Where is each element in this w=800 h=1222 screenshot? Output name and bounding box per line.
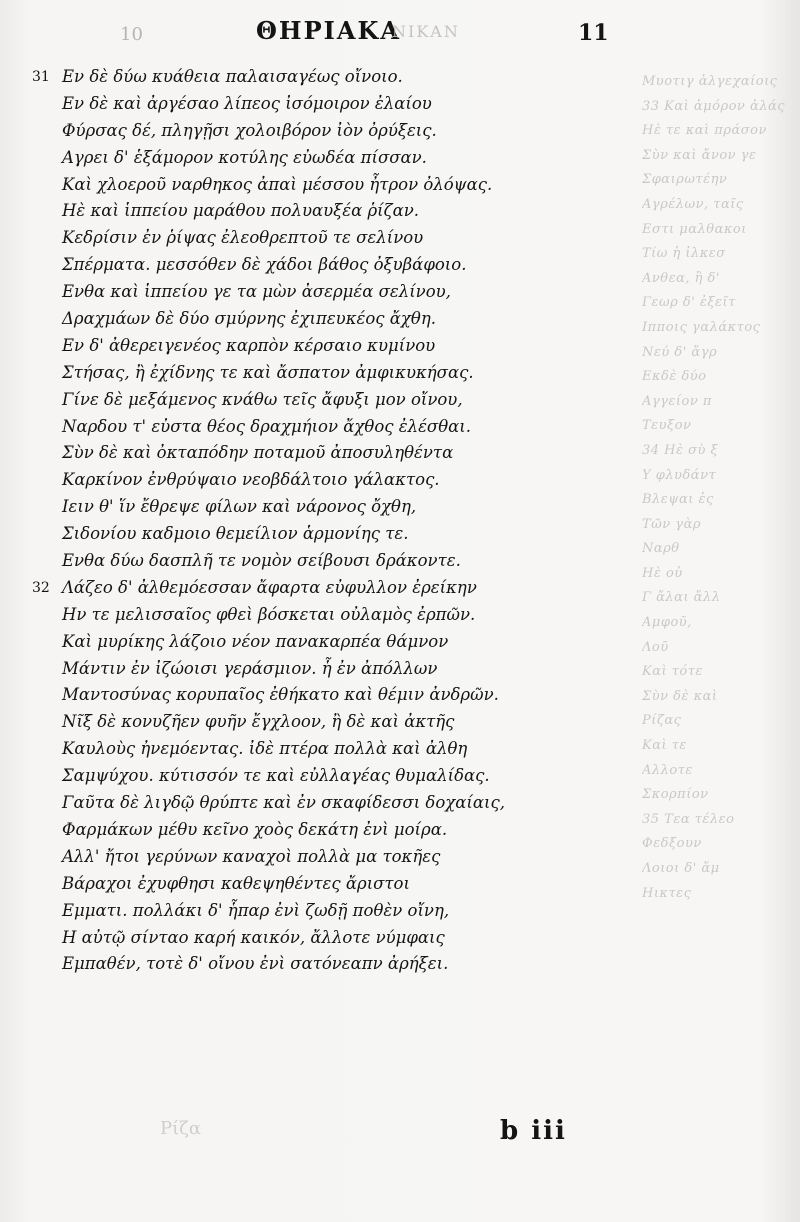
verse-text: Ενθα καὶ ἱππείου γε τα μὼν ἀσερμέα σελίνου,	[62, 282, 451, 302]
verse-text: Σπέρματα. μεσσόθεν δὲ χάδοι βάθος ὀξυβάφοιο.	[62, 255, 467, 275]
bleed-line: Φεδξουν	[642, 836, 702, 852]
verse-line	[62, 252, 602, 279]
bleed-line: Λοιοι δ' ἄμ	[642, 861, 720, 876]
verse-line	[32, 64, 602, 91]
ghost-catchword: Ρίζα	[160, 1118, 202, 1139]
bleed-through-text	[642, 70, 792, 1170]
verse-text: Φαρμάκων μέθυ κεῖνο χοὸς δεκάτη ἐνὶ μοίρα.	[62, 819, 448, 839]
verse-line	[62, 414, 602, 441]
bleed-line: Υ φλυδάντ	[642, 467, 717, 483]
bleed-line: Ανθεα, ἢ δ'	[642, 270, 720, 286]
bleed-line: Μυοτιγ ἀλγεχαίοις	[642, 74, 778, 89]
bleed-line: Καὶ τε	[642, 738, 687, 754]
verse-text: Στήσας, ἢ ἐχίδνης τε καὶ ἄσπατον ἀμφικυκήσας.	[62, 362, 474, 382]
verse-text: Εν δὲ δύω κυάθεια παλαισαγέως οἴνοιο.	[62, 67, 403, 86]
bleed-line: Ηικτες	[642, 885, 692, 901]
bleed-line: 33 Καὶ ἀμόρον ἀλάς	[642, 98, 786, 114]
ghost-page-number: 10	[120, 24, 143, 45]
verse-line	[62, 656, 602, 683]
bleed-line: Τῶν γὰρ	[642, 516, 701, 532]
verse-line	[62, 360, 602, 387]
verse-text: Κεδρίσιν ἐν ῥίψας ἐλεοθρεπτοῦ τε σελίνου	[62, 228, 424, 248]
verse-line	[62, 279, 602, 306]
bleed-line: Ηὲ τε καὶ πράσον	[642, 123, 767, 139]
bleed-line: Τευξον	[642, 418, 692, 434]
bleed-line: Αγγείον π	[642, 393, 712, 409]
verse-text: Καυλοὺς ἠνεμόεντας. ἰδὲ πτέρα πολλὰ καὶ ἀλθη	[62, 739, 468, 759]
bleed-line: Νεύ δ' ἄγρ	[642, 344, 718, 360]
bleed-line: Ηὲ οὐ	[642, 565, 683, 581]
bleed-line: Σκορπίον	[642, 787, 709, 803]
running-title: ΘΗΡΙΑΚΑ	[256, 16, 401, 45]
verse-line	[62, 118, 602, 145]
verse-line	[32, 575, 602, 602]
verse-line	[62, 682, 602, 709]
verse-text: Εν δ' ἀθερειγενέος καρπὸν κέρσαιο κυμίνου	[62, 335, 436, 355]
verse-line	[62, 494, 602, 521]
bleed-line: Αμφοῦ,	[642, 615, 692, 631]
bleed-line: Αλλοτε	[642, 762, 693, 778]
verse-text: Σὺν δὲ καὶ ὀκταπόδην ποταμοῦ ἀποσυληθέντα	[62, 443, 454, 463]
verse-line	[62, 629, 602, 656]
verse-line	[62, 387, 602, 414]
verse-text: Βάραχοι ἐχυφθησι καθεψηθέντες ἄριστοι	[62, 873, 410, 893]
verse-line	[62, 871, 602, 898]
bleed-line: Ιπποις γαλάκτος	[642, 319, 761, 335]
bleed-line: Γ ἄλαι ἄλλ	[642, 590, 721, 606]
signature-mark: b iii	[500, 1116, 567, 1146]
bleed-line: Καὶ τότε	[642, 664, 703, 680]
bleed-line: 34 Ηὲ σὺ ξ	[642, 442, 719, 458]
bleed-line: Σὺν δὲ καὶ	[642, 688, 718, 704]
line-number: 31	[32, 69, 50, 85]
verse-line	[62, 440, 602, 467]
verse-line	[62, 521, 602, 548]
verse-line	[62, 548, 602, 575]
verse-text: Καὶ μυρίκης λάζοιο νέον πανακαρπέα θάμνον	[62, 631, 449, 651]
verse-line	[62, 951, 602, 978]
verse-text: Ναρδου τ' εὐστα θέος δραχμήιον ἄχθος ἐλέσθαι.	[62, 416, 471, 436]
verse-text: Καρκίνον ἐνθρύψαιο νεοβδάλτοιο γάλακτος.	[62, 470, 440, 490]
bleed-line: Βλεψαι ἐς	[642, 492, 714, 508]
bleed-line: Σὺν καὶ ἄνον γε	[642, 147, 757, 163]
verse-line	[62, 225, 602, 252]
verse-line	[62, 763, 602, 790]
bleed-line: Τίω ἡ ἰλκεσ	[642, 246, 726, 262]
verse-line	[62, 925, 602, 952]
verse-line	[62, 790, 602, 817]
bleed-line: Σφαιρωτέην	[642, 172, 728, 188]
verse-text: Δραχμάων δὲ δύο σμύρνης ἐχιπευκέος ἄχθη.	[62, 309, 436, 329]
verse-line	[62, 467, 602, 494]
folio-number: 11	[578, 20, 609, 46]
verse-text: Σαμψύχου. κύτισσόν τε καὶ εὐλλαγέας θυμαλίδας.	[62, 766, 490, 786]
verse-text: Γίνε δὲ μεξάμενος κνάθω τεῖς ἄφυξι μον οἴνου,	[62, 389, 463, 409]
bleed-line: Ναρθ	[642, 541, 680, 557]
bleed-line: Λοῦ	[642, 639, 669, 655]
verse-text: Αγρει δ' ἑξάμορον κοτύλης εὐωδέα πίσσαν.	[62, 147, 427, 167]
ghost-running-title: ΝΙΚΑΝ	[392, 22, 460, 41]
verse-text: Καὶ χλοεροῦ ναρθηκος ἀπαὶ μέσσου ἦτρον ὀλόψας.	[62, 174, 493, 194]
line-number: 32	[32, 579, 50, 596]
verse-text: Εν δὲ καὶ ἀργέσαο λίπεος ἰσόμοιρον ἐλαίου	[62, 93, 432, 113]
bleed-line: Ρίζας	[642, 713, 682, 729]
bleed-line: Γεωρ δ' ἐξεῖτ	[642, 295, 736, 311]
verse-text: Εμπαθέν, τοτὲ δ' οἴνου ἐνὶ σατόνεαπν ἀρήξει.	[62, 954, 449, 974]
verse-line	[62, 306, 602, 333]
verse-line	[62, 198, 602, 225]
verse-text: Μάντιν ἐν ἰζώοισι γεράσμιον. ἧ ἐν ἀπόλλων	[62, 658, 438, 678]
verse-text: Ηὲ καὶ ἱππείου μαράθου πολυαυξέα ῥίζαν.	[62, 201, 420, 221]
verse-text: Αλλ' ἤτοι γερύνων καναχοὶ πολλὰ μα τοκῆες	[62, 846, 441, 866]
bleed-line: Εστι μαλθακοι	[642, 221, 747, 237]
verse-text: Ενθα δύω δασπλῆ τε νομὸν σείβουσι δράκοντε.	[62, 551, 461, 571]
verse-line	[62, 736, 602, 763]
verse-line	[62, 333, 602, 360]
verse-line	[62, 844, 602, 871]
verse-line	[62, 91, 602, 118]
verse-text: Νῖξ δὲ κονυζῆεν φυῆν ἔγχλοον, ἢ δὲ καὶ ἀκτῆς	[62, 712, 455, 732]
verse-line	[62, 172, 602, 199]
bleed-line: Αγρέλων, ταῖς	[642, 196, 744, 212]
verse-block	[32, 64, 602, 978]
verse-line	[62, 145, 602, 172]
verse-text: Εμματι. πολλάκι δ' ἧπαρ ἐνὶ ζωδῇ ποθὲν οἴνη,	[62, 900, 450, 920]
bleed-line: Εκδὲ δύο	[642, 369, 707, 385]
verse-text: Ιειν θ' ἵν ἔθρεψε φίλων καὶ νάρονος ὄχθη,	[62, 497, 417, 517]
verse-text: Η αὐτῷ σίνταο καρή καικόν, ἄλλοτε νύμφαις	[62, 927, 445, 947]
verse-text: Γαῦτα δὲ λιγδῷ θρύπτε καὶ ἐν σκαφίδεσσι δοχαίαις,	[62, 793, 505, 813]
verse-text: Σιδονίου καδμοιο θεμείλιον ἁρμονίης τε.	[62, 524, 409, 544]
bleed-line: 35 Τεα τέλεο	[642, 811, 735, 827]
verse-line	[62, 898, 602, 925]
verse-text: Φύρσας δέ, πληγῇσι χολοιβόρον ἰὸν ὀρύξεις.	[62, 120, 437, 140]
verse-line	[62, 602, 602, 629]
verse-text: Ην τε μελισσαῖος φθεὶ βόσκεται οὐλαμὸς ἐρπῶν.	[62, 604, 476, 624]
verse-text: Λάζεο δ' ἀλθεμόεσσαν ἄφαρτα εὐφυλλον ἐρείκην	[62, 577, 477, 597]
verse-text: Μαντοσύνας κορυπαῖος ἐθήκατο καὶ θέμιν ἀνδρῶν.	[62, 685, 499, 705]
verse-line	[62, 709, 602, 736]
verse-line	[62, 817, 602, 844]
